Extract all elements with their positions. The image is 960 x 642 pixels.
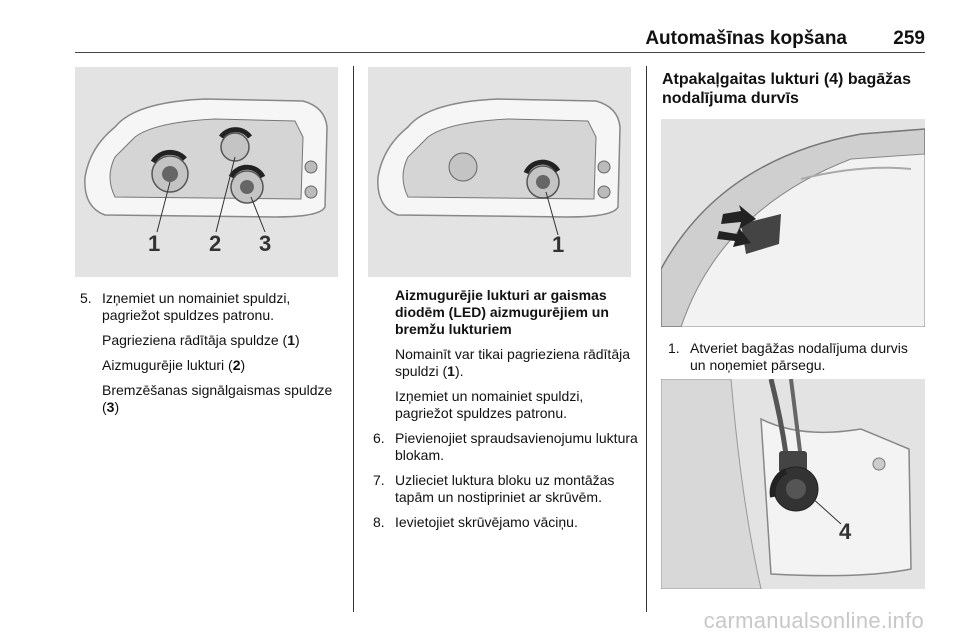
watermark: carmanualsonline.info — [703, 608, 924, 633]
callout-1: 1 — [552, 232, 565, 257]
step-number: 7. — [373, 472, 385, 488]
step-text: Uzlieciet luktura bloku uz montāžas tapām un nostipriniet ar skrūvēm. — [395, 472, 615, 505]
section-heading: Atpakaļgaitas lukturi (4) bagāžas nodalījuma durvīs — [662, 71, 911, 107]
column-3-text — [668, 340, 926, 382]
step-6 — [373, 430, 638, 464]
bulb-item-1 — [102, 332, 342, 349]
figure-led-tail-lamp — [368, 67, 631, 277]
step-number: 5. — [80, 290, 92, 306]
step-number: 6. — [373, 430, 385, 446]
callout-2: 2 — [209, 231, 222, 256]
bulb-suffix: ) — [114, 399, 120, 415]
bulb-suffix: ) — [295, 332, 300, 348]
step-7 — [373, 472, 638, 506]
header-title: Automašīnas kopšana — [645, 28, 847, 49]
step-8 — [373, 514, 638, 531]
bulb-ref: 1 — [287, 332, 296, 348]
bulb-ref: 3 — [106, 399, 115, 415]
bulb-item-2 — [102, 357, 342, 374]
led-paragraph-1 — [395, 346, 638, 380]
step-text: Izņemiet un nomainiet spuldzi, pagriežot spuldzes patronu. — [102, 290, 291, 323]
step-number: 1. — [668, 340, 680, 356]
step-text: Ievietojiet skrūvējamo vāciņu. — [395, 514, 578, 530]
callout-3: 3 — [259, 231, 272, 256]
bulb-ref: 2 — [232, 357, 241, 373]
bulb-item-3 — [102, 382, 342, 416]
column-divider-2 — [646, 66, 647, 612]
bulb-label: Aizmugurējie lukturi ( — [102, 357, 233, 373]
figure-reversing-lamp — [661, 379, 925, 589]
column-2-text — [373, 287, 638, 539]
figure-liftgate-open — [661, 119, 925, 327]
led-paragraph-2: Izņemiet un nomainiet spuldzi, pagriežot spuldzes patronu. — [395, 388, 584, 421]
para-suffix: ). — [454, 363, 464, 379]
bulb-label: Pagrieziena rādītāja spuldze ( — [102, 332, 288, 348]
bulb-label: Bremzēšanas signālgaismas spuldze ( — [102, 382, 333, 415]
callout-4: 4 — [839, 519, 852, 544]
step-1 — [668, 340, 926, 374]
bulb-ref: 1 — [447, 363, 455, 379]
led-subheading: Aizmugurējie lukturi ar gaismas diodēm (LED) aizmugurējiem un bremžu lukturiem — [395, 287, 609, 337]
column-divider-1 — [353, 66, 354, 612]
page-header — [75, 28, 925, 53]
step-text: Atveriet bagāžas nodalījuma durvis un noņemiet pārsegu. — [690, 340, 908, 373]
para-text: Nomainīt var tikai pagrieziena rādītāja spuldzi ( — [395, 346, 631, 379]
step-5 — [80, 290, 342, 324]
page-number: 259 — [893, 28, 925, 49]
figure-tail-lamp-bulbs — [75, 67, 338, 277]
callout-1: 1 — [148, 231, 161, 256]
bulb-suffix: ) — [240, 357, 246, 373]
column-1-text — [80, 290, 342, 424]
step-number: 8. — [373, 514, 385, 530]
step-text: Pievienojiet spraudsavienojumu luktura blokam. — [395, 430, 638, 463]
